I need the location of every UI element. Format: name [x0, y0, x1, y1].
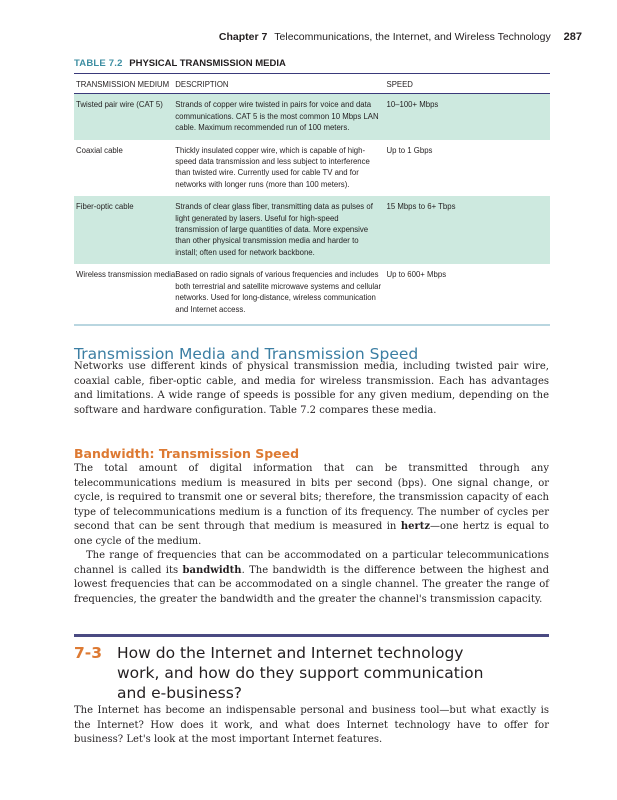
- table-row: [74, 94, 550, 140]
- subheading-bandwidth: Bandwidth: Transmission Speed: [74, 446, 300, 461]
- cell-description: Strands of clear glass fiber, transmitting data as pulses of light generated by lasers. Useful for high-speed transmission of large quantities of data. More expensive than other physical transmission media and harder to install; often used for network backbone.: [175, 196, 386, 264]
- table-number: TABLE 7.2: [74, 58, 123, 69]
- cell-medium: Twisted pair wire (CAT 5): [74, 94, 175, 140]
- running-header: [219, 31, 582, 43]
- table-row: [74, 196, 550, 264]
- text-span: . The bandwidth is the difference between the highest and lowest frequencies that can be accommodated on a single channel. The greater the range of frequencies, the greater the bandwidth and the greater the channel's transmission capacity.: [74, 564, 550, 605]
- term-hertz: hertz: [400, 521, 431, 533]
- cell-speed: Up to 600+ Mbps: [387, 264, 551, 325]
- bandwidth-paragraph-1: [74, 462, 549, 550]
- table-header-row: [74, 74, 550, 94]
- table-caption: [74, 58, 286, 69]
- bandwidth-paragraph-2: [74, 549, 549, 607]
- column-header-speed: SPEED: [387, 74, 551, 94]
- transmission-media-paragraph: Networks use different kinds of physical transmission media, including twisted pair wire, coaxial cable, fiber-optic cable, and media for wireless transmission. Each has advantages and limitations. A wide range of speeds is possible for any given medium, depending on the software and hardware configuration. Table 7.2 compares these media.: [74, 361, 549, 416]
- column-header-medium: TRANSMISSION MEDIUM: [74, 74, 175, 94]
- term-bandwidth: bandwidth: [182, 564, 242, 576]
- column-header-description: DESCRIPTION: [175, 74, 386, 94]
- internet-intro-paragraph: The Internet has become an indispensable personal and business tool—but what exactly is the Internet? How does it work, and what does Internet technology have to offer for business? Let's look at the most important Internet features.: [74, 705, 549, 746]
- cell-medium: Fiber-optic cable: [74, 196, 175, 264]
- table-row: [74, 140, 550, 197]
- section-question: How do the Internet and Internet technology work, and how do they support communication and e-business?: [117, 644, 484, 702]
- chapter-label: Chapter 7: [218, 31, 268, 43]
- section-heading-transmission-media: Transmission Media and Transmission Speed: [74, 345, 419, 363]
- text-span: The total amount of digital information that can be transmitted through any telecommunications medium is measured in bits per second (bps). One signal change, or cycle, is required to transmit one or several bits; therefore, the transmission capacity of each type of telecommunications medium is a function of its frequency. The number of cycles per second that can be sent through that medium is measured in: [74, 463, 549, 533]
- text-span: The range of frequencies that can be accommodated on a particular telecommunications channel is called its: [74, 550, 549, 576]
- section-divider: [74, 634, 549, 637]
- table-name: PHYSICAL TRANSMISSION MEDIA: [129, 58, 286, 69]
- cell-speed: 10–100+ Mbps: [387, 94, 551, 140]
- chapter-title: Telecommunications, the Internet, and Wireless Technology: [274, 31, 551, 43]
- table-row: [74, 264, 550, 325]
- transmission-media-table: [74, 73, 550, 326]
- cell-description: Strands of copper wire twisted in pairs for voice and data communications. CAT 5 is the most common 10 Mbps LAN cable. Maximum recommended run of 100 meters.: [175, 94, 386, 140]
- section-number: 7-3: [74, 644, 103, 662]
- cell-description: Thickly insulated copper wire, which is capable of high-speed data transmission and less subject to interference than twisted wire. Currently used for cable TV and for networks with longer runs (more than 100 meters).: [175, 145, 370, 189]
- cell-medium: Coaxial cable: [76, 145, 123, 155]
- cell-speed: 15 Mbps to 6+ Tbps: [387, 196, 551, 264]
- cell-medium: Wireless transmission media: [74, 264, 175, 325]
- cell-speed: Up to 1 Gbps: [386, 145, 433, 155]
- text-span: —one hertz is equal to one cycle of the medium.: [74, 521, 550, 547]
- cell-description: Based on radio signals of various frequencies and includes both terrestrial and satellite microwave systems and cellular networks. Used for long-distance, wireless communication and Internet access.: [175, 264, 386, 325]
- page-number: 287: [563, 31, 582, 43]
